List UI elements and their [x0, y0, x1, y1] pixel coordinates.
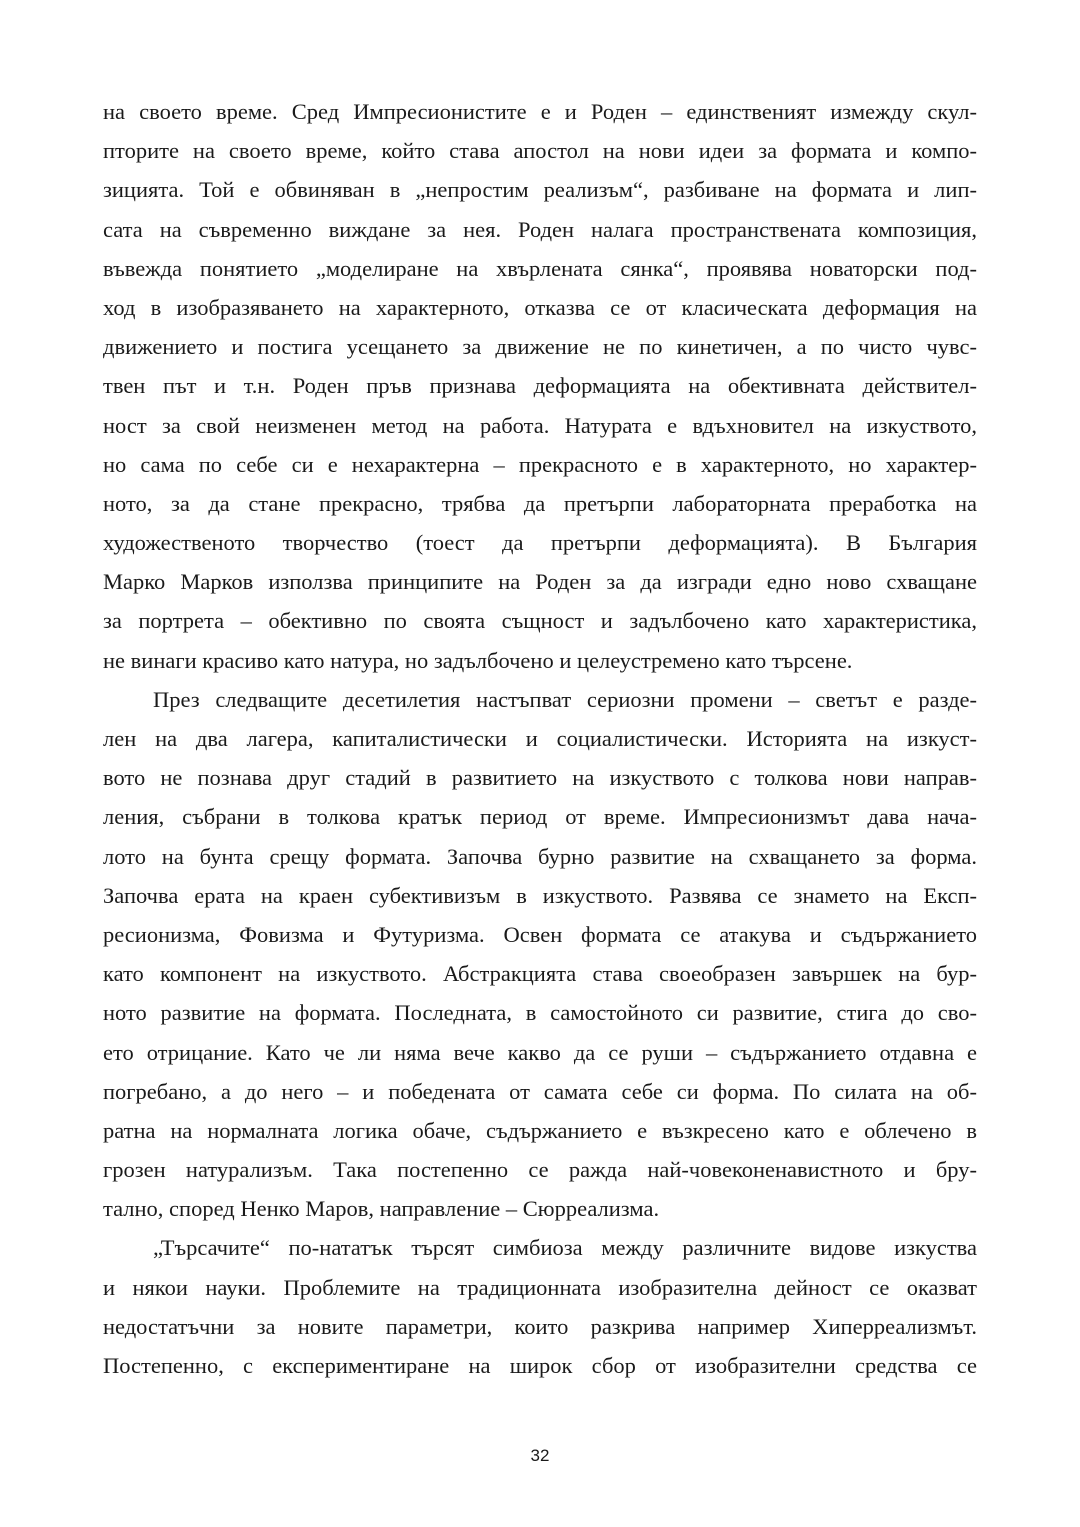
text-line: погребано, а до него – и победената от самата себе си форма. По силата на об-	[103, 1078, 977, 1104]
text-line: сата на съвременно виждане за нея. Роден налага пространствената композиция,	[103, 216, 977, 242]
text-line: ления, събрани в толкова кратък период от време. Импресионизмът дава нача-	[103, 804, 977, 830]
text-line: и някои науки. Проблемите на традиционната изобразителна дейност се оказват	[103, 1274, 977, 1300]
text-line: грозен натурализъм. Така постепенно се ражда най-човеконенавистното и бру-	[103, 1157, 977, 1183]
text-line: Марко Марков използва принципите на Роден за да изгради едно ново схващане	[103, 569, 977, 595]
text-line: „Търсачите“ по-нататък търсят симбиоза между различните видове изкуства	[153, 1235, 977, 1261]
text-line: твен път и т.н. Роден пръв признава деформацията на обективната действител-	[103, 373, 977, 399]
body-text	[103, 92, 977, 1385]
text-line: недостатъчни за новите параметри, които разкрива например Хиперреализмът.	[103, 1313, 977, 1339]
text-line: ното, за да стане прекрасно, трябва да претърпи лабораторната преработка на	[103, 490, 977, 516]
text-line: ност за свой неизменен метод на работа. Натурата е вдъхновител на изкуството,	[103, 412, 977, 438]
page-number: 32	[530, 1446, 550, 1465]
text-line: ресионизма, Фовизма и Футуризма. Освен формата се атакува и съдържанието	[103, 921, 977, 947]
text-line: ето отрицание. Като че ли няма вече какво да се руши – съдържанието отдавна е	[103, 1039, 977, 1065]
text-line: лен на два лагера, капиталистически и социалистически. Историята на изкуст-	[103, 726, 977, 751]
text-line: ратна на нормалната логика обаче, съдържанието е възкресено като е облечено в	[103, 1117, 977, 1143]
text-line: вото не познава друг стадий в развитието на изкуството с толкова нови направ-	[103, 765, 977, 791]
text-line: но сама по себе си е нехарактерна – прекрасното е в характерното, но характер-	[103, 451, 977, 477]
text-line: зицията. Той е обвиняван в „непростим реализъм“, разбиване на формата и лип-	[103, 177, 977, 203]
text-line: ното развитие на формата. Последната, в самостойното си развитие, стига до сво-	[103, 1000, 977, 1026]
text-line: на своето време. Сред Импресионистите е и Роден – единственият измежду скул-	[103, 99, 977, 124]
text-line: пторите на своето време, който става апостол на нови идеи за формата и компо-	[103, 138, 977, 164]
text-line: лото на бунта срещу формата. Започва бурно развитие на схващането за форма.	[103, 843, 977, 869]
text-line: въвежда понятието „моделиране на хвърлената сянка“, проявява новаторски под-	[103, 255, 977, 281]
text-line: ход в изобразяването на характерното, отказва се от класическата деформация на	[103, 294, 977, 320]
text-line: тално, според Ненко Маров, направление – Сюрреализма.	[103, 1196, 660, 1222]
text-line: През следващите десетилетия настъпват сериозни промени – светът е разде-	[153, 686, 977, 712]
text-line: Постепенно, с експериментиране на широк сбор от изобразителни средства се	[103, 1353, 977, 1378]
text-line: не винаги красиво като натура, но задълбочено и целеустремено като търсене.	[103, 647, 853, 673]
text-line: движението и постига усещането за движение не по кинетичен, а по чисто чувс-	[103, 334, 977, 360]
text-line: Започва ерата на краен субективизъм в изкуството. Развява се знамето на Експ-	[103, 882, 977, 908]
text-line: за портрета – обективно по своята същност и задълбочено като характеристика,	[103, 608, 977, 634]
text-line: като компонент на изкуството. Абстракцията става своеобразен завършек на бур-	[103, 961, 977, 987]
text-line: художественото творчество (тоест да претърпи деформацията). В България	[103, 530, 977, 556]
